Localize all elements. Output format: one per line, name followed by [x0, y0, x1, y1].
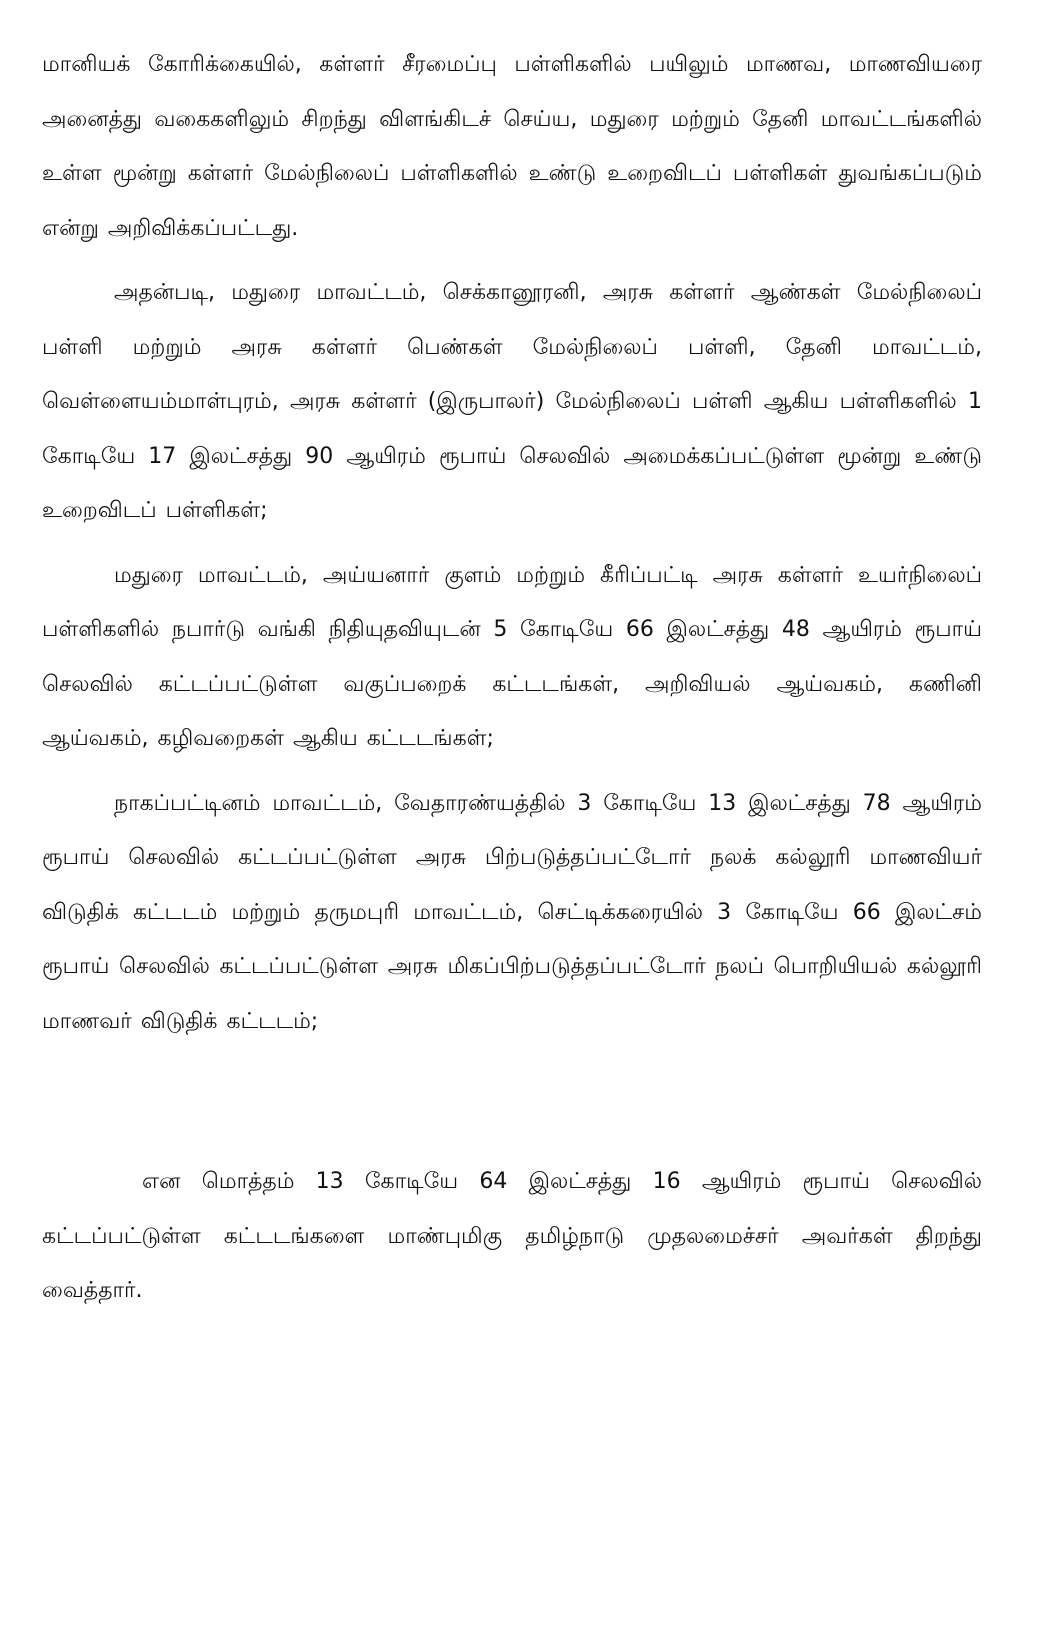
paragraph-residential-schools: அதன்படி, மதுரை மாவட்டம், செக்கானூரனி, அரசு கள்ளர் ஆண்கள் மேல்நிலைப் பள்ளி மற்றும் அரசு கள்ளர் பெண்கள் மேல்நிலைப் பள்ளி, தேனி மாவட்டம், வெள்ளையம்மாள்புரம், அரசு கள்ளர் (இருபாலர்) மேல்நிலைப் பள்ளி ஆகிய பள்ளிகளில் 1 கோடியே 17 இலட்சத்து 90 ஆயிரம் ரூபாய் செலவில் அமைக்கப்பட்டுள்ள மூன்று உண்டு உறைவிடப் பள்ளிகள்;	[42, 280, 982, 523]
paragraph-scheme-announcement: மானியக் கோரிக்கையில், கள்ளர் சீரமைப்பு பள்ளிகளில் பயிலும் மாணவ, மாணவியரை அனைத்து வகைகளிலும் சிறந்து விளங்கிடச் செய்ய, மதுரை மற்றும் தேனி மாவட்டங்களில் உள்ள மூன்று கள்ளர் மேல்நிலைப் பள்ளிகளில் உண்டு உறைவிடப் பள்ளிகள் துவங்கப்படும் என்று அறிவிக்கப்பட்டது.	[42, 52, 982, 241]
paragraph-school-buildings: மதுரை மாவட்டம், அய்யனார் குளம் மற்றும் கீரிப்பட்டி அரசு கள்ளர் உயர்நிலைப் பள்ளிகளில் நபார்டு வங்கி நிதியுதவியுடன் 5 கோடியே 66 இலட்சத்து 48 ஆயிரம் ரூபாய் செலவில் கட்டப்பட்டுள்ள வகுப்பறைக் கட்டடங்கள், அறிவியல் ஆய்வகம், கணினி ஆய்வகம், கழிவறைகள் ஆகிய கட்டடங்கள்;	[42, 562, 982, 751]
paragraph-hostel-buildings: நாகப்பட்டினம் மாவட்டம், வேதாரண்யத்தில் 3 கோடியே 13 இலட்சத்து 78 ஆயிரம் ரூபாய் செலவில் கட்டப்பட்டுள்ள அரசு பிற்படுத்தப்பட்டோர் நலக் கல்லூரி மாணவியர் விடுதிக் கட்டடம் மற்றும் தருமபுரி மாவட்டம், செட்டிக்கரையில் 3 கோடியே 66 இலட்சம் ரூபாய் செலவில் கட்டப்பட்டுள்ள அரசு மிகப்பிற்படுத்தப்பட்டோர் நலப் பொறியியல் கல்லூரி மாணவர் விடுதிக் கட்டடம்;	[42, 790, 982, 1034]
paragraph-total-inauguration: என மொத்தம் 13 கோடியே 64 இலட்சத்து 16 ஆயிரம் ரூபாய் செலவில் கட்டப்பட்டுள்ள கட்டடங்களை மாண்புமிகு தமிழ்நாடு முதலமைச்சர் அவர்கள் திறந்து வைத்தார்.	[42, 1169, 982, 1303]
document-page	[42, 38, 982, 1319]
